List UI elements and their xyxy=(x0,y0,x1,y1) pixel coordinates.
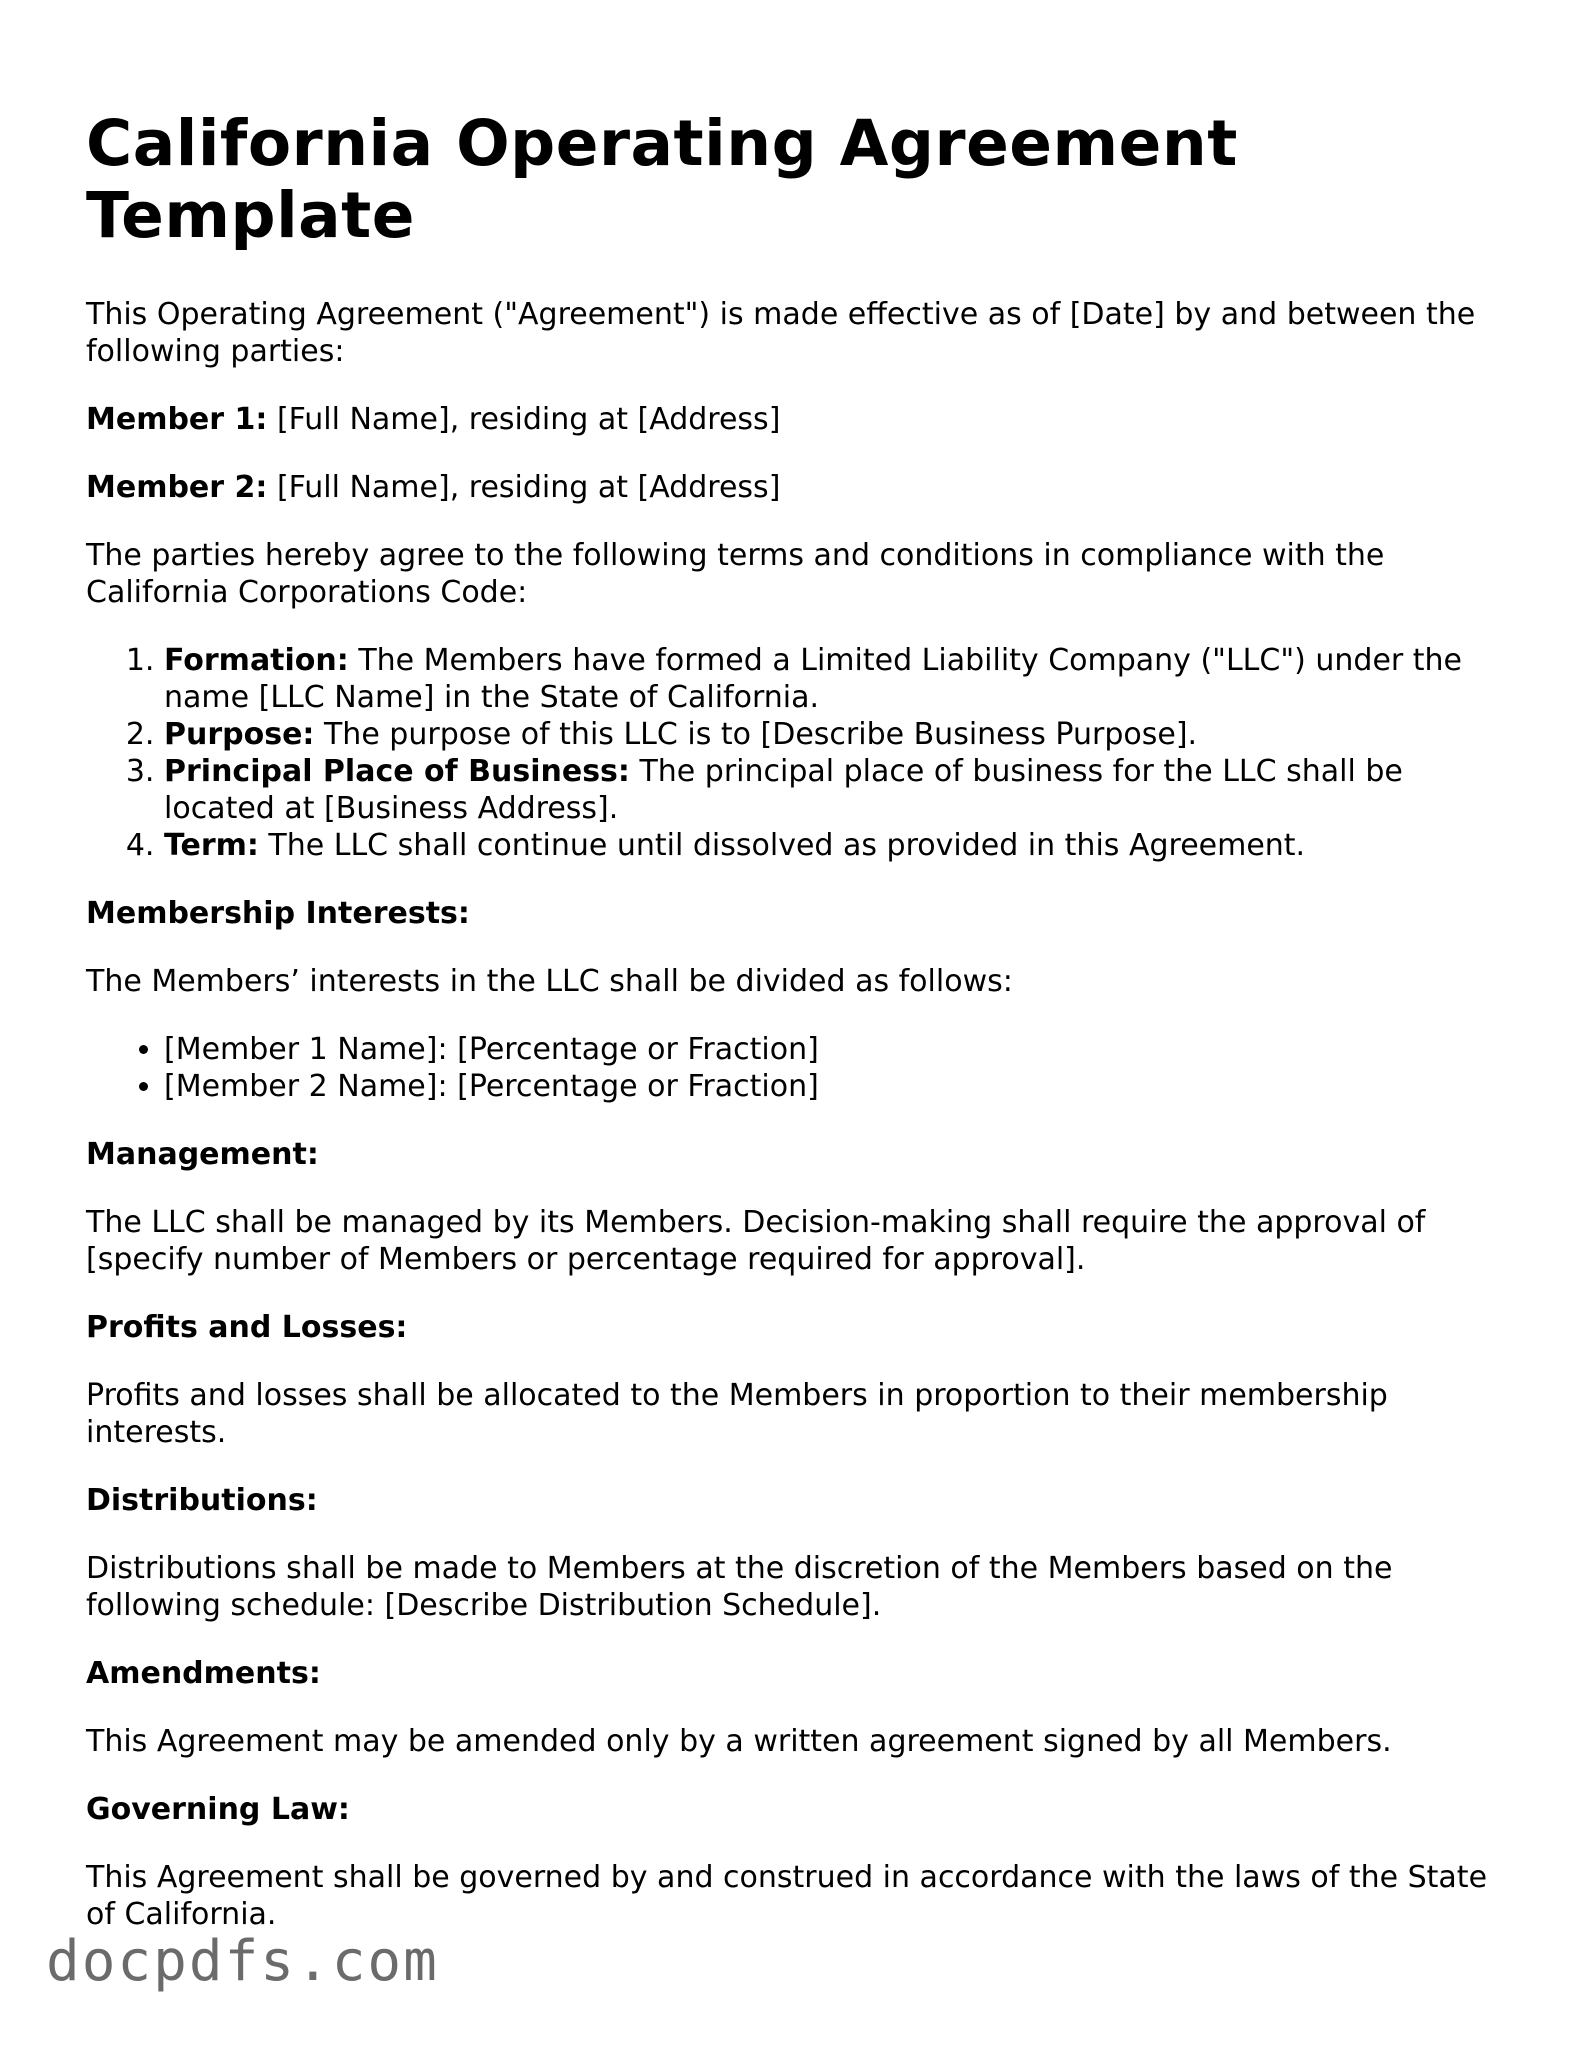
term-label: Principal Place of Business: xyxy=(164,754,630,789)
term-text: The purpose of this LLC is to [Describe Business Purpose]. xyxy=(314,717,1198,752)
term-label: Formation: xyxy=(164,643,349,678)
membership-heading: Membership Interests: xyxy=(86,896,470,931)
term-item-term xyxy=(164,827,1496,864)
terms-list xyxy=(86,642,1496,864)
member-2-line xyxy=(86,469,1496,506)
management-text: The LLC shall be managed by its Members. Decision-making shall require the approval of [specify number of Members or percentage required for approval]. xyxy=(86,1205,1426,1277)
amendments-heading: Amendments: xyxy=(86,1656,321,1691)
term-text: The LLC shall continue until dissolved as provided in this Agreement. xyxy=(258,828,1306,863)
distributions-text: Distributions shall be made to Members at the discretion of the Members based on the following schedule: [Describe Distribution Schedule]. xyxy=(86,1551,1393,1623)
term-text: The Members have formed a Limited Liability Company ("LLC") under the name [LLC Name] in the State of California. xyxy=(164,643,1463,715)
member-1-text: [Full Name], residing at [Address] xyxy=(267,402,781,437)
governing-law-heading: Governing Law: xyxy=(86,1792,350,1827)
document-title: California Operating Agreement Template xyxy=(86,107,1238,252)
term-label: Purpose: xyxy=(164,717,315,752)
membership-text: The Members’ interests in the LLC shall be divided as follows: xyxy=(86,964,1013,999)
term-item-formation xyxy=(164,642,1496,716)
distributions-heading: Distributions: xyxy=(86,1483,318,1518)
agreement-paragraph: The parties hereby agree to the following terms and conditions in compliance with the California Corporations Code: xyxy=(86,538,1385,610)
term-text: The principal place of business for the LLC shall be located at [Business Address]. xyxy=(164,754,1403,826)
member-2-text: [Full Name], residing at [Address] xyxy=(267,470,781,505)
amendments-text: This Agreement may be amended only by a written agreement signed by all Members. xyxy=(86,1724,1392,1759)
watermark: docpdfs.com xyxy=(46,1929,439,1994)
profits-heading: Profits and Losses: xyxy=(86,1310,408,1345)
member-1-label: Member 1: xyxy=(86,402,268,437)
member-1-line xyxy=(86,401,1496,438)
member-2-label: Member 2: xyxy=(86,470,268,505)
intro-paragraph: This Operating Agreement ("Agreement") is made effective as of [Date] by and between the following parties: xyxy=(86,297,1476,369)
profits-text: Profits and losses shall be allocated to the Members in proportion to their membership interests. xyxy=(86,1378,1388,1450)
term-item-principal-place xyxy=(164,753,1496,827)
membership-item: • [Member 2 Name]: [Percentage or Fraction] xyxy=(164,1068,1496,1105)
term-item-purpose xyxy=(164,716,1496,753)
document-page xyxy=(86,108,1496,1964)
term-label: Term: xyxy=(164,828,259,863)
membership-item: • [Member 1 Name]: [Percentage or Fraction] xyxy=(164,1031,1496,1068)
management-heading: Management: xyxy=(86,1137,319,1172)
governing-law-text: This Agreement shall be governed by and construed in accordance with the laws of the State of California. xyxy=(86,1860,1488,1932)
membership-list xyxy=(86,1031,1496,1105)
